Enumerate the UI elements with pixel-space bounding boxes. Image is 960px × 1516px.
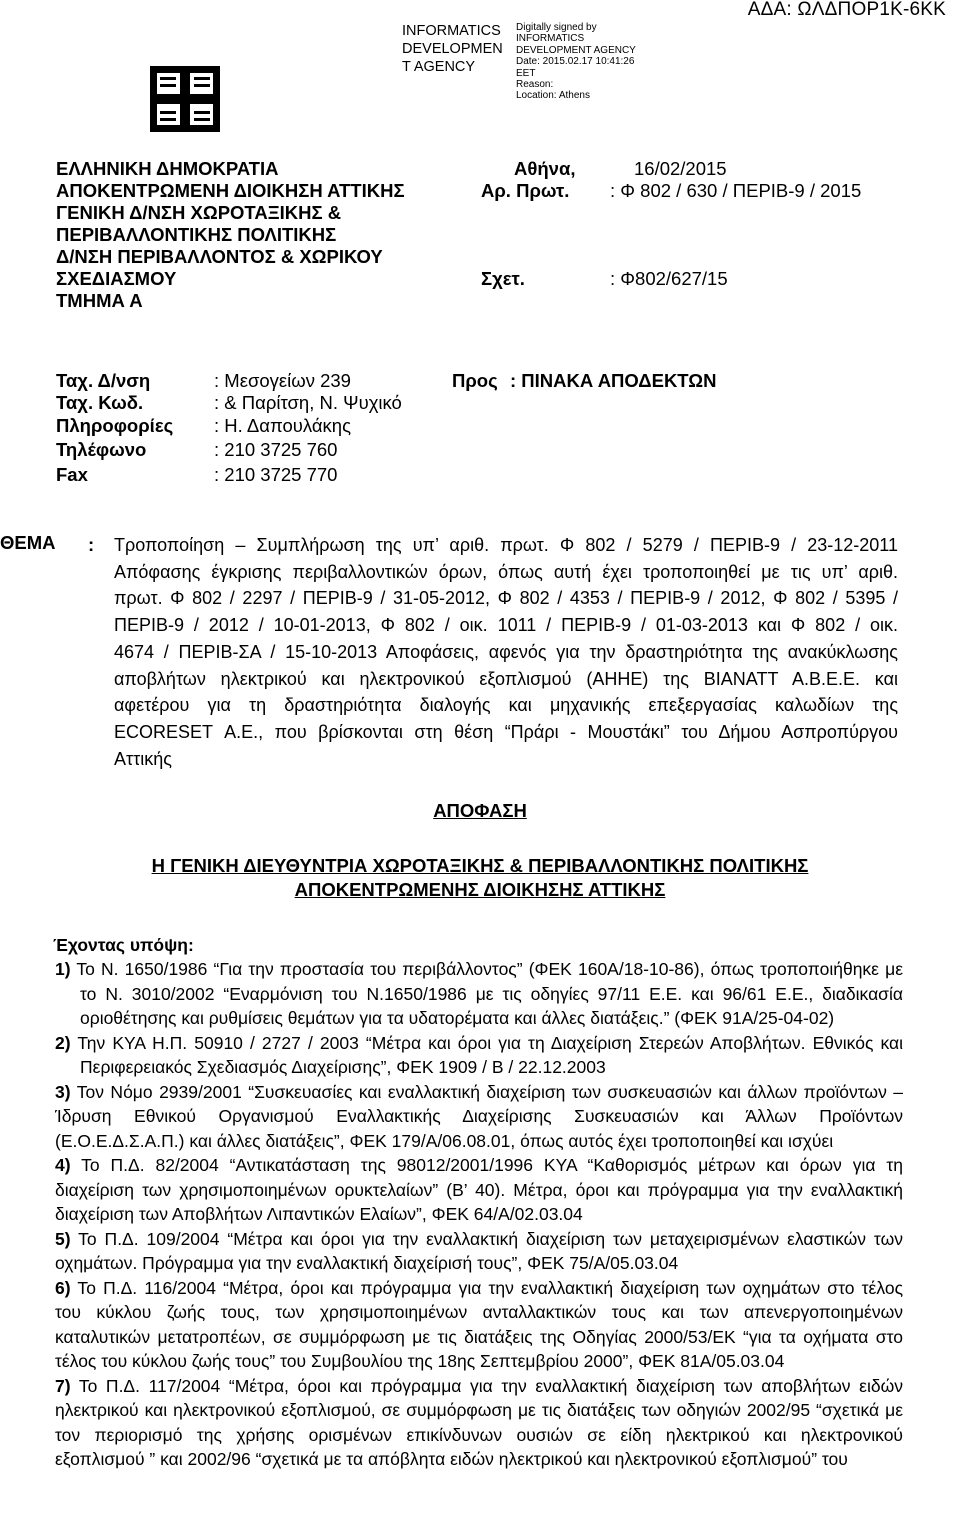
- considering-item-text: (Ε.Ο.Ε.Δ.Σ.Α.Π.) και άλλες διατάξεις”, ΦΕΚ 179/Α/06.08.01, όπως αυτός έχει τροποποιηθεί και ισχύει: [55, 1130, 834, 1151]
- considering-item: [55, 1080, 903, 1154]
- sender-block: [56, 158, 405, 312]
- considering-item-text: Το Π.Δ. 82/2004 “Αντικατάσταση της 98012/2001/1996 ΚΥΑ “Καθορισμός μέτρων και όρων για τη: [81, 1155, 903, 1175]
- signature-detail-line: Reason:: [516, 79, 554, 91]
- subject-label: ΘΕΜΑ: [0, 532, 56, 553]
- authority-line: ΑΠΟΚΕΝΤΡΩΜΕΝΗΣ ΔΙΟΙΚΗΣΗΣ ΑΤΤΙΚΗΣ: [294, 879, 666, 900]
- signature-agency-line: INFORMATICS: [402, 23, 501, 39]
- considering-item-line: [55, 1325, 903, 1350]
- considering-item-number: 6): [55, 1277, 71, 1298]
- contact-label: Πληροφορίες: [56, 415, 174, 436]
- subject-line: ECORESET Α.Ε., που βρίσκονται στη θέση “Πράρι - Μουστάκι” του Δήμου Ασπροπύργου: [114, 721, 898, 742]
- ada-code: ΑΔΑ: ΩΛΔΠΟΡ1Κ-6ΚΚ: [747, 0, 946, 20]
- considering-item-text: Το Π.Δ. 109/2004 “Μέτρα και όροι για την εναλλακτική διαχείριση των μεταχειρισμένων ελαστικών των: [78, 1228, 903, 1249]
- considering-item-number: 3): [55, 1081, 71, 1102]
- protocol-label: Αρ. Πρωτ.: [481, 180, 570, 201]
- considering-item-number: 4): [55, 1155, 71, 1175]
- signature-detail-line: EET: [516, 67, 536, 79]
- considering-item-text: του κύκλου ζωής τους, των χρησιμοποιημένων ανταλλακτικών τους και των απενεργοποιημένων: [55, 1302, 903, 1322]
- considering-item-line: [55, 1006, 903, 1031]
- sender-line: ΣΧΕΔΙΑΣΜΟΥ: [56, 268, 177, 289]
- subject-text: [114, 532, 898, 772]
- considering-item-line: [55, 1153, 903, 1178]
- considering-item-line: [55, 1349, 903, 1374]
- subject-line: πρωτ. Φ 802 / 2297 / ΠΕΡΙΒ-9 / 31-05-2012, Φ 802 / 4353 / ΠΕΡΙΒ-9 / 2012, Φ 802 / 5395 /: [114, 588, 898, 609]
- contact-value: : & Παρίτση, Ν. Ψυχικό: [214, 392, 402, 413]
- signature-detail-line: DEVELOPMENT AGENCY: [516, 44, 636, 56]
- considering-item-line: [55, 1251, 903, 1276]
- considering-item: [55, 1153, 903, 1227]
- signature-agency-name: [402, 22, 514, 76]
- considering-item-text: ηλεκτρικού και ηλεκτρονικού εξοπλισμού, σε συμμόρφωση με τις διατάξεις των οδηγιών 2002/95 “σχετικά με: [55, 1400, 903, 1420]
- considering-item-number: 5): [55, 1228, 71, 1249]
- considering-item-text: εξοπλισμού ” και 2002/96 “σχετικά με τα απόβλητα ειδών ηλεκτρικού και ηλεκτρονικού εξοπλισμού” του: [55, 1449, 848, 1469]
- subject-line: αφετέρου για τη δραστηριότητα διαλογής και μηχανικής επεξεργασίας καλωδίων της: [114, 695, 898, 716]
- considering-item-line: [55, 1447, 903, 1472]
- contact-label: Ταχ. Δ/νση: [56, 370, 151, 391]
- considering-item-text: Το Ν. 1650/1986 “Για την προστασία του περιβάλλοντος” (ΦΕΚ 160Α/18-10-86), όπως τροποποιήθηκε με: [76, 959, 903, 979]
- city-label: Αθήνα,: [514, 158, 576, 179]
- sender-line: ΠΕΡΙΒΑΛΛΟΝΤΙΚΗΣ ΠΟΛΙΤΙΚΗΣ: [56, 224, 337, 245]
- considering-item: [55, 1227, 903, 1276]
- subject-line: 4674 / ΠΕΡΙΒ-ΣΑ / 15-10-2013 Αποφάσεις, αφενός για την δραστηριότητα της ανακύκλωσης: [114, 641, 898, 662]
- considering-item-line: [55, 982, 903, 1007]
- recipient-value: : ΠΙΝΑΚΑ ΑΠΟΔΕΚΤΩΝ: [510, 370, 717, 391]
- signature-details: [516, 22, 646, 102]
- signature-detail-line: Digitally signed by: [516, 22, 597, 33]
- considering-list: [55, 957, 903, 1472]
- greek-emblem-icon: [142, 56, 228, 142]
- signature-detail-line: Location: Athens: [516, 90, 590, 102]
- considering-item-line: [55, 1031, 903, 1056]
- considering-item: [55, 1031, 903, 1080]
- authority-title: [0, 854, 960, 902]
- signature-agency-line: DEVELOPMEN: [402, 41, 503, 57]
- considering-item-number: 2): [55, 1032, 71, 1053]
- considering-item-text: τέλος του κύκλου ζωής τους” του Συμβουλίου της 18ης Σεπτεμβρίου 2000”, ΦΕΚ 81Α/05.03.04: [55, 1351, 785, 1371]
- sender-line: ΕΛΛΗΝΙΚΗ ΔΗΜΟΚΡΑΤΙΑ: [56, 158, 279, 179]
- considering-item-line: [55, 1276, 903, 1301]
- subject-line: Αττικής: [114, 748, 172, 769]
- subject-line: Τροποποίηση – Συμπλήρωση της υπ’ αριθ. πρωτ. Φ 802 / 5279 / ΠΕΡΙΒ-9 / 23-12-2011: [114, 535, 898, 555]
- sender-line: ΤΜΗΜΑ Α: [56, 290, 143, 311]
- recipient-label: Προς: [452, 370, 498, 391]
- decision-title: [0, 800, 960, 822]
- authority-line: Η ΓΕΝΙΚΗ ΔΙΕΥΘΥΝΤΡΙΑ ΧΩΡΟΤΑΞΙΚΗΣ & ΠΕΡΙΒΑΛΛΟΝΤΙΚΗΣ ΠΟΛΙΤΙΚΗΣ: [151, 855, 809, 876]
- considering-item-line: [55, 1398, 903, 1423]
- document-date: 16/02/2015: [634, 158, 727, 179]
- considering-item: [55, 957, 903, 1031]
- considering-item: [55, 1374, 903, 1472]
- considering-item-text: Το Π.Δ. 116/2004 “Μέτρα, όροι και πρόγραμμα για την εναλλακτική διαχείριση των οχημάτων στο τέλος: [77, 1277, 903, 1298]
- considering-item-text: οριοθέτησης και ρυθμίσεις θεμάτων για τα υδατορέματα και άλλες διατάξεις.” (ΦΕΚ 91Α/25-04-02): [80, 1008, 835, 1028]
- subject-line: Απόφασης έγκρισης περιβαλλοντικών όρων, όπως αυτή έχει τροποποιηθεί με τις υπ’ αριθ.: [114, 561, 898, 582]
- signature-detail-line: Date: 2015.02.17 10:41:26: [516, 56, 635, 68]
- considering-item-text: οχημάτων. Πρόγραμμα για την εναλλακτική διαχείρισή τους”, ΦΕΚ 75/Α/05.03.04: [55, 1253, 679, 1273]
- considering-item-line: [55, 1055, 903, 1080]
- subject-colon: :: [88, 534, 95, 555]
- considering-item-text: Την ΚΥΑ Η.Π. 50910 / 2727 / 2003 “Μέτρα και όροι για τη Διαχείριση Στερεών Αποβλήτων. Εθνικός και: [77, 1032, 903, 1053]
- contact-value: : Η. Δαπουλάκης: [214, 415, 351, 436]
- decision-title-text: ΑΠΟΦΑΣΗ: [433, 800, 527, 821]
- signature-agency-line: T AGENCY: [402, 59, 476, 75]
- contact-label: Ταχ. Κωδ.: [56, 392, 144, 413]
- considering-item-line: [55, 1080, 903, 1105]
- considering-item-text: διαχείριση των Αποβλήτων Λιπαντικών Ελαίων”, ΦΕΚ 64/Α/02.03.04: [55, 1204, 583, 1224]
- contact-value: : Μεσογείων 239: [214, 370, 351, 391]
- considering-item-line: [55, 1178, 903, 1203]
- considering-item-text: τον περιορισμό της χρήσης ορισμένων επικίνδυνων ουσιών σε είδη ηλεκτρικού και ηλεκτρονικού: [55, 1424, 903, 1445]
- considering-item-line: [55, 1374, 903, 1399]
- considering-item-line: [55, 1129, 903, 1154]
- considering-item-number: 1): [55, 959, 71, 979]
- contact-label: Fax: [56, 464, 88, 485]
- considering-item-line: [55, 957, 903, 982]
- contact-value: : 210 3725 770: [214, 464, 338, 485]
- protocol-number: : Φ 802 / 630 / ΠΕΡΙΒ-9 / 2015: [610, 180, 862, 201]
- considering-item-number: 7): [55, 1375, 71, 1396]
- considering-item-line: [55, 1104, 903, 1129]
- considering-item-text: Το Π.Δ. 117/2004 “Μέτρα, όροι και πρόγραμμα για την εναλλακτική διαχείριση των αποβλήτων ειδών: [78, 1375, 903, 1396]
- considering-item-text: Περιφερειακός Σχεδιασμός Διαχείρισης”, ΦΕΚ 1909 / Β / 22.12.2003: [80, 1057, 606, 1077]
- related-number: : Φ802/627/15: [610, 268, 728, 289]
- considering-item: [55, 1276, 903, 1374]
- sender-line: ΑΠΟΚΕΝΤΡΩΜΕΝΗ ΔΙΟΙΚΗΣΗ ΑΤΤΙΚΗΣ: [56, 180, 405, 201]
- subject-line: αποβλήτων ηλεκτρικού και ηλεκτρονικού εξοπλισμού (ΑΗΗΕ) της ΒΙΑΝΑΤΤ Α.Β.Ε.Ε. και: [114, 668, 898, 689]
- considering-label: Έχοντας υπόψη:: [53, 935, 194, 955]
- contact-label: Τηλέφωνο: [56, 439, 147, 460]
- considering-item-text: το Ν. 3010/2002 “Εναρμόνιση του Ν.1650/1986 με τις οδηγίες 97/11 Ε.Ε. και 96/61 Ε.Ε., διαδικασία: [80, 983, 903, 1004]
- considering-item-text: Τον Νόμο 2939/2001 “Συσκευασίες και εναλλακτική διαχείριση των συσκευασιών και άλλων προϊόντων –: [76, 1081, 903, 1102]
- signature-detail-line: INFORMATICS: [516, 33, 585, 45]
- contact-value: : 210 3725 760: [214, 439, 338, 460]
- related-label: Σχετ.: [481, 268, 525, 289]
- considering-item-line: [55, 1227, 903, 1252]
- considering-item-text: καταλυτικών μετατροπέων, σε συμμόρφωση με τις διατάξεις της Οδηγίας 2000/53/ΕΚ “για τα οχήματα στο: [55, 1326, 903, 1347]
- considering-item-line: [55, 1423, 903, 1448]
- considering-item-line: [55, 1202, 903, 1227]
- sender-line: Δ/ΝΣΗ ΠΕΡΙΒΑΛΛΟΝΤΟΣ & ΧΩΡΙΚΟΥ: [56, 246, 383, 267]
- considering-item-text: διαχείριση των χρησιμοποιημένων ορυκτελαίων” (Β’ 40). Μέτρα, όροι και πρόγραμμα για την εναλλακτική: [55, 1179, 903, 1200]
- considering-item-line: [55, 1300, 903, 1325]
- considering-item-text: Ίδρυση Εθνικού Οργανισμού Εναλλακτικής Διαχείρισης Συσκευασιών και Άλλων Προϊόντων: [55, 1106, 903, 1126]
- subject-line: ΠΕΡΙΒ-9 / 2012 / 10-01-2013, Φ 802 / οικ. 1011 / ΠΕΡΙΒ-9 / 01-03-2013 και Φ 802 / οικ.: [114, 615, 898, 636]
- sender-line: ΓΕΝΙΚΗ Δ/ΝΣΗ ΧΩΡΟΤΑΞΙΚΗΣ &: [56, 202, 342, 223]
